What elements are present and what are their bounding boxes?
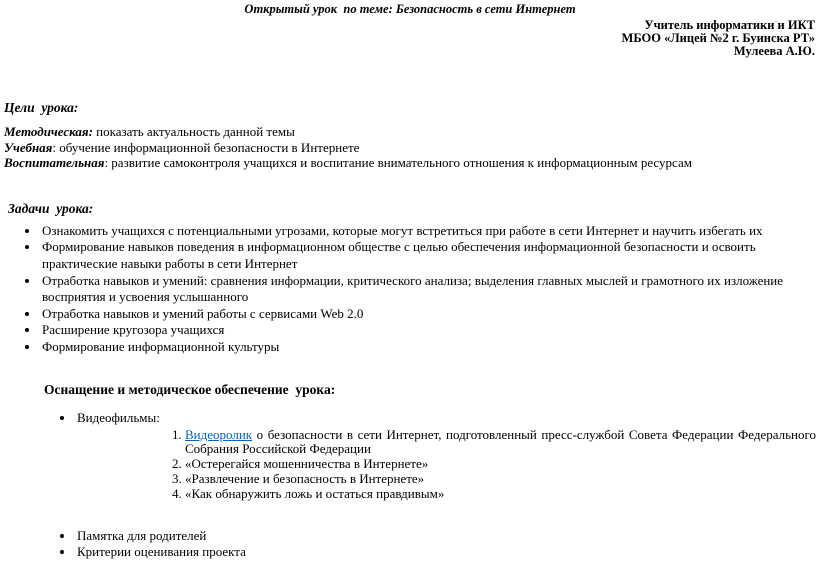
- goal-text: : обучение информационной безопасности в Интернете: [52, 139, 360, 155]
- goal-line-upbringing: [4, 155, 816, 171]
- video-list: [4, 428, 816, 502]
- author-line-role: Учитель информатики и ИКТ: [644, 18, 815, 32]
- equipment-list: [4, 410, 816, 426]
- goal-text: : развитие самоконтроля учащихся и воспитание внимательного отношения к информационным ресурсам: [104, 155, 692, 171]
- video-link[interactable]: Видеоролик: [185, 426, 253, 442]
- video-item: 4. «Как обнаружить ложь и остаться правдивым»: [185, 487, 816, 502]
- extra-item: • Критерии оценивания проекта: [75, 544, 816, 561]
- author-line-name: Мулеева А.Ю.: [733, 44, 815, 58]
- task-item: • Отработка навыков и умений работы с сервисами Web 2.0: [40, 306, 816, 323]
- task-item: • Ознакомить учащихся с потенциальными угрозами, которые могут встретиться при работе в сети Интернет и научить избегать их: [40, 223, 816, 240]
- goal-text: показать актуальность данной темы: [92, 124, 295, 139]
- goal-label: Учебная: [4, 139, 53, 155]
- goals-list: [4, 124, 816, 171]
- video-item: [185, 428, 816, 458]
- goal-label: Воспитательная: [4, 155, 105, 171]
- author-line-school: МБОО «Лицей №2 г. Буинска РТ»: [621, 31, 815, 45]
- author-block: [4, 19, 816, 58]
- tasks-list: [4, 223, 816, 356]
- task-item: • Формирование информационной культуры: [40, 339, 816, 356]
- goal-line-methodical: [4, 124, 816, 140]
- equipment-heading: Оснащение и методическое обеспечение урока:: [44, 381, 336, 397]
- video-item: 2. «Остерегайся мошенничества в Интернете»: [185, 457, 816, 472]
- goals-heading: Цели урока:: [4, 100, 79, 115]
- task-item: • Отработка навыков и умений: сравнения информации, критического анализа; выделения главных мыслей и грамотного их изложение восприятия и усвоения услышанного: [40, 273, 816, 306]
- video-item: 3. «Развлечение и безопасность в Интернете»: [185, 472, 816, 487]
- extras-list: [4, 528, 816, 561]
- videos-bullet-item: • Видеофильмы:: [75, 410, 816, 426]
- tasks-heading: Задачи урока:: [8, 200, 94, 216]
- extra-item: • Памятка для родителей: [75, 528, 816, 545]
- task-item: • Расширение кругозора учащихся: [40, 322, 816, 339]
- goal-line-educational: [4, 140, 816, 156]
- document-title: Открытый урок по теме: Безопасность в сети Интернет: [244, 2, 576, 16]
- goal-label: Методическая:: [4, 124, 93, 139]
- task-item: • Формирование навыков поведения в информационном обществе с целью обеспечения информационной безопасности и освоить практические навыки работы в сети Интернет: [40, 239, 816, 272]
- video-item-text: о безопасности в сети Интернет, подготовленный пресс-службой Совета Федерации Федерального Собрания Российской Федерации: [185, 426, 816, 457]
